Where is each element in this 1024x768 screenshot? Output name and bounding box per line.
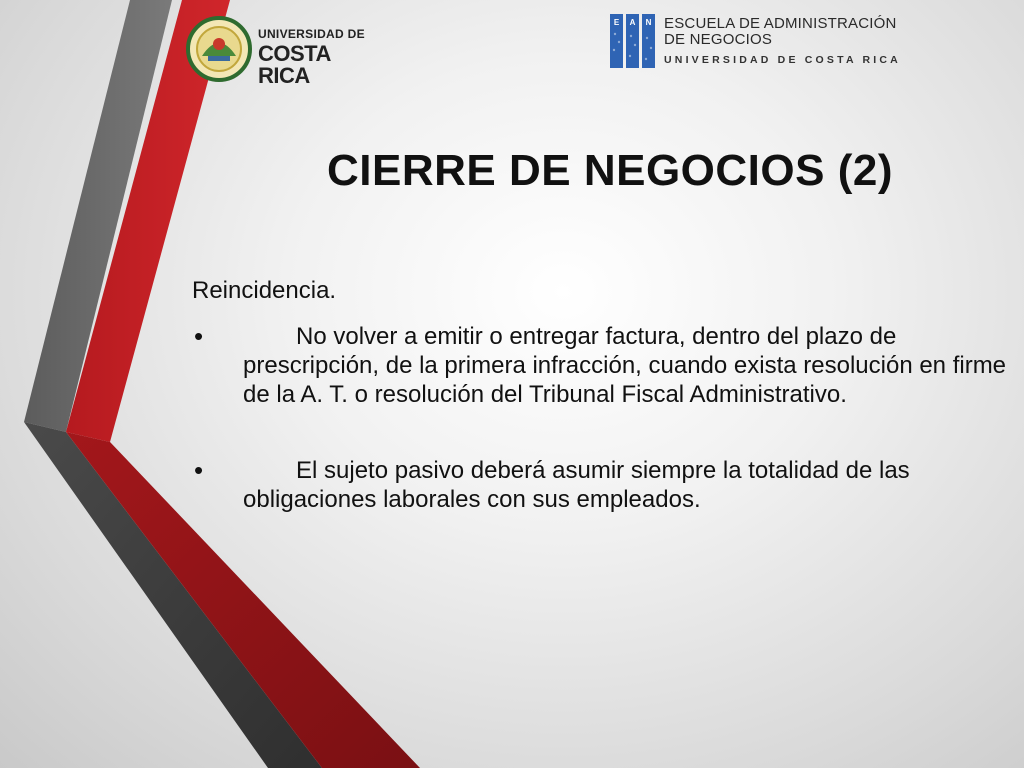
- svg-text:N: N: [645, 18, 652, 27]
- bullet-item: [192, 322, 1012, 409]
- svg-text:A: A: [629, 18, 636, 27]
- ucr-logo-line1: UNIVERSIDAD DE: [258, 27, 365, 41]
- ucr-logo: [186, 14, 371, 86]
- subheading: Reincidencia.: [192, 277, 337, 304]
- bullet-marker: •: [194, 455, 204, 485]
- ean-logo-line3: UNIVERSIDAD DE COSTA RICA: [664, 54, 901, 66]
- bullet-text: El sujeto pasivo deberá asumir siempre la totalidad de las obligaciones laborales con sus empleados.: [243, 457, 910, 513]
- svg-text:E: E: [613, 18, 620, 27]
- ean-logo-line2: DE NEGOCIOS: [664, 31, 773, 48]
- ucr-seal-icon: [186, 16, 252, 82]
- bullet-list: [192, 322, 1012, 514]
- bullet-item: [192, 456, 1012, 514]
- ean-logo-line1: ESCUELA DE ADMINISTRACIÓN: [664, 15, 897, 32]
- ean-mark-icon: [610, 14, 656, 68]
- slide-title: CIERRE DE NEGOCIOS (2): [327, 146, 893, 195]
- bullet-text: No volver a emitir o entregar factura, dentro del plazo de prescripción, de la primera infracción, cuando exista resolución en firme de la A. T. o resolución del Tribunal Fiscal Administrativo.: [243, 323, 1007, 408]
- bullet-marker: •: [194, 321, 204, 351]
- ucr-logo-line2: COSTA RICA: [258, 41, 331, 88]
- ean-logo: [610, 14, 910, 70]
